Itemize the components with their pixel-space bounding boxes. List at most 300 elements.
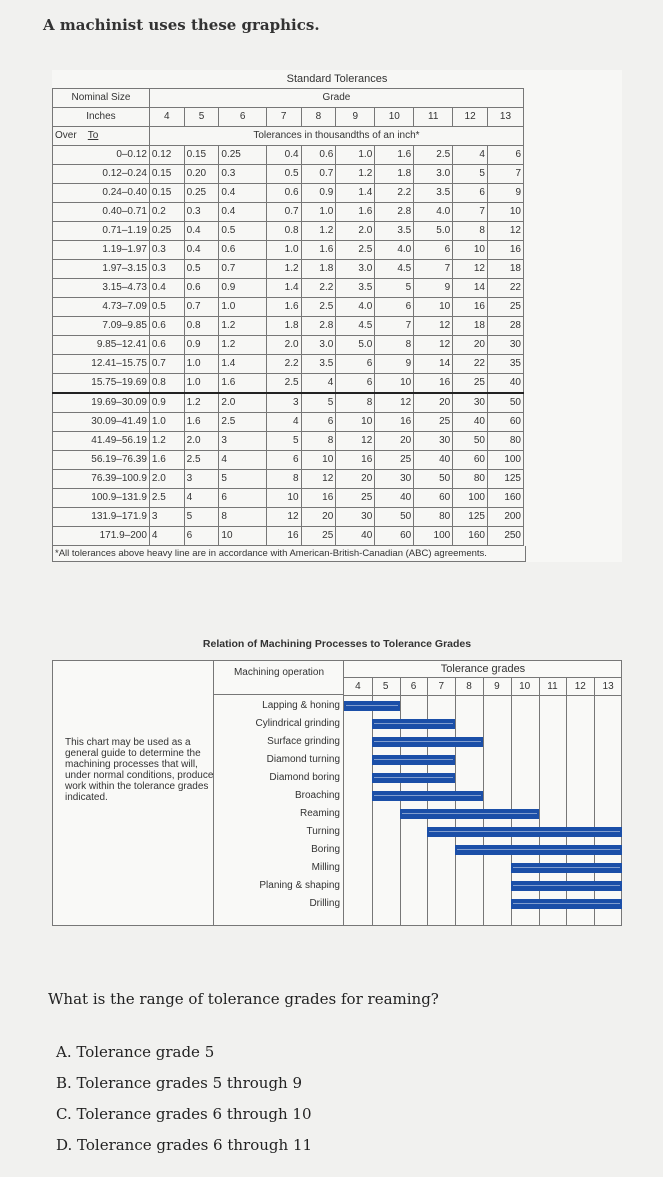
tolerance-cell: 1.2 [266,260,301,279]
nominal-size-cell: 4.73–7.09 [53,298,150,317]
tolerance-range-bar [372,719,455,729]
tolerance-cell: 0.4 [149,279,184,298]
tolerance-cell: 2.5 [184,451,219,470]
tolerance-cell: 8 [266,470,301,489]
tolerance-cell: 1.0 [266,241,301,260]
tolerance-cell: 12 [414,317,453,336]
tolerance-cell: 3 [266,393,301,413]
tolerance-cell: 50 [487,393,523,413]
operation-header: Machining operation [214,661,344,695]
grade-label: 8 [466,681,472,692]
tolerance-cell: 0.7 [266,203,301,222]
tolerance-cell: 0.4 [219,184,266,203]
tolerance-cell: 10 [453,241,488,260]
tolerance-range-bar [511,899,622,909]
tolerance-cell: 16 [301,489,336,508]
tolerance-cell: 6 [266,451,301,470]
grade-header-cell: 7 [266,108,301,127]
tolerance-range-bar [427,827,622,837]
tolerance-cell: 4 [266,413,301,432]
nominal-size-cell: 30.09–41.49 [53,413,150,432]
tolerance-cell: 4 [453,146,488,165]
tolerance-cell: 0.25 [149,222,184,241]
table-row [53,298,524,317]
tolerance-cell: 0.5 [266,165,301,184]
tolerance-cell: 6 [219,489,266,508]
units-header: Tolerances in thousandths of an inch* [149,127,523,146]
tolerance-cell: 40 [453,413,488,432]
tolerance-cell: 1.8 [375,165,414,184]
relation-title: Relation of Machining Processes to Tolerance Grades [202,638,472,650]
tolerance-cell: 4 [219,451,266,470]
tolerance-cell: 4 [184,489,219,508]
tolerance-range-bar [372,737,483,747]
tolerance-cell: 1.2 [336,165,375,184]
tolerance-cell: 40 [336,527,375,546]
tolerance-range-bar [372,755,455,765]
nominal-size-cell: 12.41–15.75 [53,355,150,374]
tolerance-cell: 4.0 [336,298,375,317]
grid-line [400,677,401,925]
grade-label: 4 [355,681,361,692]
table-row [53,317,524,336]
grades-grid [343,661,622,925]
tolerance-range-bar [344,701,400,711]
grade-header-cell: 8 [301,108,336,127]
tolerance-range-bar [400,809,539,819]
tolerance-cell: 1.2 [219,317,266,336]
tolerance-range-bar [511,863,622,873]
tolerance-cell: 0.6 [301,146,336,165]
tolerance-cell: 12 [375,393,414,413]
tolerance-cell: 0.15 [149,184,184,203]
figure [52,70,622,909]
tolerance-cell: 8 [219,508,266,527]
grade-label: 5 [382,681,389,692]
tolerances-footnote: *All tolerances above heavy line are in accordance with American-British-Canadian (ABC) agreements. [52,546,526,562]
tolerance-cell: 4 [301,374,336,394]
nominal-size-cell: 19.69–30.09 [53,393,150,413]
tolerance-cell: 4.5 [375,260,414,279]
tolerance-cell: 18 [453,317,488,336]
grid-line [344,695,622,696]
tolerance-cell: 0.8 [184,317,219,336]
tolerance-cell: 0.4 [184,222,219,241]
tolerance-cell: 50 [453,432,488,451]
tolerance-cell: 6 [414,241,453,260]
nominal-size-cell: 56.19–76.39 [53,451,150,470]
tolerance-cell: 0.3 [149,241,184,260]
table-row [53,336,524,355]
table-row [53,146,524,165]
tolerance-cell: 16 [266,527,301,546]
nominal-size-cell: 0.40–0.71 [53,203,150,222]
tolerance-cell: 6 [336,355,375,374]
tolerance-cell: 0.15 [184,146,219,165]
tolerance-cell: 25 [453,374,488,394]
operation-column [213,661,344,925]
tolerance-cell: 0.3 [219,165,266,184]
tolerance-cell: 40 [414,451,453,470]
tolerance-cell: 160 [453,527,488,546]
tolerance-cell: 5.0 [336,336,375,355]
tolerance-cell: 2.0 [336,222,375,241]
tolerance-cell: 1.2 [184,393,219,413]
nominal-size-cell: 41.49–56.19 [53,432,150,451]
tolerance-cell: 5 [301,393,336,413]
tolerance-cell: 2.0 [149,470,184,489]
tolerance-cell: 8 [336,393,375,413]
tolerance-cell: 25 [414,413,453,432]
tolerance-cell: 7 [375,317,414,336]
tolerance-cell: 50 [375,508,414,527]
tolerance-cell: 1.6 [301,241,336,260]
question-text: What is the range of tolerance grades for reaming? [48,990,439,1008]
table-row [53,527,524,546]
tolerance-range-bar [372,773,455,783]
tolerance-cell: 8 [375,336,414,355]
tolerance-cell: 10 [301,451,336,470]
tolerance-cell: 8 [301,432,336,451]
tolerance-cell: 7 [487,165,523,184]
operation-label: Reaming [299,808,340,819]
table-row [53,279,524,298]
table-row [53,222,524,241]
table-row [53,393,524,413]
tolerance-cell: 1.4 [219,355,266,374]
tolerance-cell: 1.8 [301,260,336,279]
operation-label: Boring [311,844,340,855]
operation-label: Cylindrical grinding [255,718,340,729]
grade-header-cell: 12 [453,108,488,127]
tolerance-cell: 9 [487,184,523,203]
tolerance-cell: 200 [487,508,523,527]
tolerance-cell: 1.6 [336,203,375,222]
tolerance-cell: 30 [336,508,375,527]
nominal-size-cell: 0.12–0.24 [53,165,150,184]
tolerance-cell: 4.0 [414,203,453,222]
tolerance-cell: 100 [414,527,453,546]
tolerance-cell: 6 [375,298,414,317]
tolerance-cell: 25 [487,298,523,317]
nominal-size-cell: 100.9–131.9 [53,489,150,508]
tolerance-cell: 2.2 [301,279,336,298]
tolerance-cell: 12 [301,470,336,489]
operation-label: Drilling [309,898,340,909]
table-row [53,451,524,470]
table-row [53,241,524,260]
grade-header-cell: 13 [487,108,523,127]
tolerance-cell: 0.3 [149,260,184,279]
tolerance-cell: 160 [487,489,523,508]
tolerance-cell: 1.2 [219,336,266,355]
tolerance-cell: 0.7 [149,355,184,374]
tolerance-cell: 2.0 [266,336,301,355]
tolerance-cell: 3.5 [301,355,336,374]
tolerance-cell: 6 [301,413,336,432]
grade-label: 6 [410,681,417,692]
tolerance-cell: 20 [453,336,488,355]
tolerance-cell: 60 [414,489,453,508]
tolerance-cell: 10 [266,489,301,508]
grade-label: 7 [438,681,445,692]
tolerance-cell: 1.6 [375,146,414,165]
tolerance-cell: 20 [414,393,453,413]
tolerance-cell: 20 [375,432,414,451]
tolerance-cell: 60 [453,451,488,470]
tolerance-cell: 16 [336,451,375,470]
grid-line [455,677,456,925]
tolerance-cell: 3.5 [336,279,375,298]
tolerance-cell: 0.6 [219,241,266,260]
tolerance-cell: 10 [414,298,453,317]
option-d[interactable]: D. Tolerance grades 6 through 11 [56,1136,313,1154]
tolerance-cell: 1.0 [336,146,375,165]
tolerance-cell: 6 [336,374,375,394]
tolerance-cell: 30 [414,432,453,451]
table-row [53,432,524,451]
nominal-size-cell: 171.9–200 [53,527,150,546]
operation-label: Milling [311,862,340,873]
tolerance-cell: 80 [453,470,488,489]
tolerance-cell: 10 [219,527,266,546]
tolerance-cell: 3.0 [414,165,453,184]
operation-label: Diamond boring [269,772,340,783]
tolerance-cell: 0.20 [184,165,219,184]
nominal-size-cell: 3.15–4.73 [53,279,150,298]
tolerance-cell: 0.15 [149,165,184,184]
tolerance-range-bar [372,791,483,801]
grade-label: 10 [519,681,531,692]
tolerance-cell: 3 [149,508,184,527]
tolerance-cell: 14 [414,355,453,374]
tolerance-cell: 100 [453,489,488,508]
tolerance-cell: 30 [375,470,414,489]
tolerance-cell: 5 [375,279,414,298]
tolerance-cell: 60 [487,413,523,432]
grade-label: 13 [602,681,614,692]
tolerance-cell: 22 [453,355,488,374]
operation-label: Turning [306,826,340,837]
tolerance-cell: 0.5 [219,222,266,241]
tolerance-cell: 12 [336,432,375,451]
tolerance-cell: 0.6 [266,184,301,203]
tolerance-cell: 0.5 [184,260,219,279]
tolerance-grades-header: Tolerance grades [344,661,622,678]
tolerance-cell: 28 [487,317,523,336]
tolerance-cell: 2.0 [184,432,219,451]
tolerance-cell: 2.5 [266,374,301,394]
tolerance-cell: 2.5 [336,241,375,260]
tolerance-cell: 1.2 [301,222,336,241]
tolerance-cell: 0.25 [219,146,266,165]
tolerance-cell: 0.9 [219,279,266,298]
nominal-size-header: Nominal Size [53,89,150,108]
grade-label: 9 [494,681,500,692]
tolerance-cell: 10 [487,203,523,222]
tolerance-cell: 80 [414,508,453,527]
over-to-header [53,127,150,146]
tolerance-cell: 250 [487,527,523,546]
grade-header-cell: 4 [149,108,184,127]
operation-label: Lapping & honing [262,700,340,711]
tolerance-cell: 10 [375,374,414,394]
tolerance-cell: 6 [487,146,523,165]
relation-note: This chart may be used as a general guide to determine the machining processes that will, under normal conditions, produce work within the tolerance grades indicated. [65,737,214,803]
tolerance-cell: 2.2 [266,355,301,374]
option-b[interactable]: B. Tolerance grades 5 through 9 [56,1074,303,1092]
tolerance-cell: 9 [375,355,414,374]
tolerance-cell: 25 [375,451,414,470]
tolerance-cell: 1.0 [219,298,266,317]
tolerance-cell: 40 [487,374,523,394]
tolerance-cell: 0.4 [219,203,266,222]
grid-line [483,677,484,925]
tolerance-cell: 4.5 [336,317,375,336]
tolerance-cell: 14 [453,279,488,298]
tolerance-cell: 4.0 [375,241,414,260]
nominal-size-cell: 15.75–19.69 [53,374,150,394]
tolerance-cell: 1.6 [149,451,184,470]
option-c[interactable]: C. Tolerance grades 6 through 10 [56,1105,312,1123]
tolerance-cell: 1.2 [149,432,184,451]
tolerance-cell: 0.12 [149,146,184,165]
tolerance-cell: 7 [453,203,488,222]
nominal-size-cell: 0–0.12 [53,146,150,165]
tolerance-cell: 3.0 [301,336,336,355]
tolerance-cell: 20 [336,470,375,489]
tolerance-cell: 1.8 [266,317,301,336]
tolerance-cell: 125 [453,508,488,527]
table-row [53,165,524,184]
tolerance-cell: 1.6 [184,413,219,432]
tolerance-cell: 5 [219,470,266,489]
tolerance-cell: 16 [414,374,453,394]
tolerance-cell: 0.7 [301,165,336,184]
tolerance-cell: 12 [266,508,301,527]
tolerance-cell: 7 [414,260,453,279]
tolerance-cell: 6 [453,184,488,203]
tolerance-cell: 5 [453,165,488,184]
nominal-size-cell: 131.9–171.9 [53,508,150,527]
tolerance-cell: 1.0 [301,203,336,222]
tolerance-cell: 1.6 [219,374,266,394]
nominal-size-cell: 0.71–1.19 [53,222,150,241]
tolerance-cell: 40 [375,489,414,508]
tolerance-cell: 25 [336,489,375,508]
table-row [53,260,524,279]
table-row [53,470,524,489]
tolerance-cell: 0.6 [184,279,219,298]
table-row [53,413,524,432]
nominal-size-cell: 1.97–3.15 [53,260,150,279]
tolerance-cell: 6 [184,527,219,546]
tolerance-cell: 1.4 [266,279,301,298]
tolerance-range-bar [455,845,622,855]
tolerance-cell: 9 [414,279,453,298]
tolerance-cell: 1.0 [184,355,219,374]
tolerance-cell: 35 [487,355,523,374]
table-row [53,489,524,508]
tolerance-cell: 25 [301,527,336,546]
tolerance-cell: 30 [453,393,488,413]
tolerance-cell: 80 [487,432,523,451]
tolerance-cell: 5 [184,508,219,527]
tolerance-cell: 12 [453,260,488,279]
table-row [53,203,524,222]
tolerance-cell: 0.8 [266,222,301,241]
grade-header-cell: 11 [414,108,453,127]
grade-header-cell: 5 [184,108,219,127]
operation-label: Diamond turning [266,754,340,765]
table-row [53,184,524,203]
tolerance-cell: 2.5 [414,146,453,165]
tolerance-cell: 2.5 [149,489,184,508]
tolerance-cell: 5 [266,432,301,451]
grade-label: 12 [574,681,586,692]
tolerance-cell: 16 [375,413,414,432]
grade-label: 11 [547,681,558,692]
grid-line [372,677,373,925]
tolerance-cell: 5.0 [414,222,453,241]
nominal-size-cell: 1.19–1.97 [53,241,150,260]
tolerance-cell: 1.0 [149,413,184,432]
tolerance-cell: 10 [336,413,375,432]
tolerance-cell: 0.25 [184,184,219,203]
tolerance-cell: 30 [487,336,523,355]
tolerance-cell: 50 [414,470,453,489]
table-row [53,355,524,374]
tolerance-cell: 2.0 [219,393,266,413]
tolerance-cell: 60 [375,527,414,546]
tolerance-cell: 3.0 [336,260,375,279]
tolerance-cell: 1.0 [184,374,219,394]
tolerance-cell: 1.4 [336,184,375,203]
tolerance-cell: 2.8 [375,203,414,222]
tolerance-cell: 0.2 [149,203,184,222]
tolerance-cell: 0.4 [184,241,219,260]
tolerance-cell: 3.5 [414,184,453,203]
grade-header-cell: 10 [375,108,414,127]
nominal-size-cell: 0.24–0.40 [53,184,150,203]
tolerance-cell: 2.2 [375,184,414,203]
tolerance-cell: 100 [487,451,523,470]
grade-header-cell: 6 [219,108,266,127]
tolerance-cell: 8 [453,222,488,241]
operation-label: Broaching [294,790,340,801]
relation-chart [52,660,622,926]
tolerance-cell: 20 [301,508,336,527]
tolerance-cell: 0.4 [266,146,301,165]
tolerance-cell: 16 [453,298,488,317]
tolerance-cell: 2.5 [219,413,266,432]
option-a[interactable]: A. Tolerance grade 5 [56,1043,215,1061]
tolerance-cell: 0.6 [149,317,184,336]
tolerance-cell: 0.9 [149,393,184,413]
tolerance-cell: 22 [487,279,523,298]
tolerance-cell: 3 [184,470,219,489]
tolerance-cell: 16 [487,241,523,260]
tolerance-cell: 0.7 [184,298,219,317]
tolerance-cell: 3.5 [375,222,414,241]
tolerance-cell: 4 [149,527,184,546]
tolerance-cell: 0.6 [149,336,184,355]
tolerance-cell: 0.7 [219,260,266,279]
standard-tolerances-table [52,88,524,546]
table-row [53,508,524,527]
grade-header: Grade [149,89,523,108]
over-label: Over [55,130,77,141]
